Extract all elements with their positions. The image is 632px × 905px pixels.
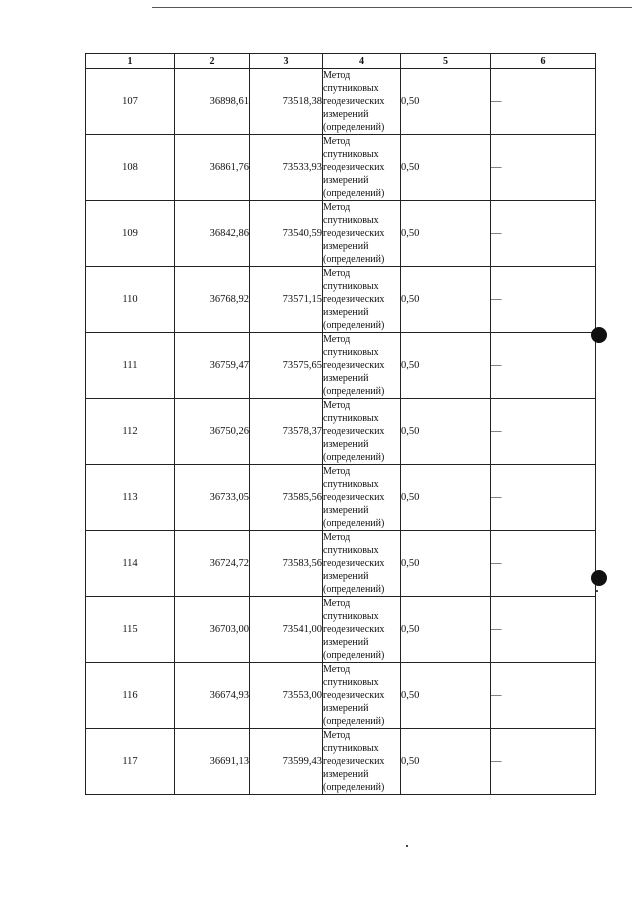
method-cell: Метод спутниковых геодезических измерений (определений) <box>323 663 401 729</box>
accuracy-cell: 0,50 <box>401 267 491 333</box>
accuracy-cell: 0,50 <box>401 399 491 465</box>
x-coordinate-cell: 36759,47 <box>175 333 250 399</box>
table-row <box>86 663 596 729</box>
point-number-cell: 111 <box>86 333 175 399</box>
accuracy-cell: 0,50 <box>401 729 491 795</box>
note-cell: — <box>491 729 596 795</box>
table-row <box>86 201 596 267</box>
point-number-cell: 113 <box>86 465 175 531</box>
method-cell: Метод спутниковых геодезических измерений (определений) <box>323 465 401 531</box>
x-coordinate-cell: 36733,05 <box>175 465 250 531</box>
point-number-cell: 109 <box>86 201 175 267</box>
x-coordinate-cell: 36842,86 <box>175 201 250 267</box>
method-cell: Метод спутниковых геодезических измерений (определений) <box>323 597 401 663</box>
y-coordinate-cell: 73541,00 <box>250 597 323 663</box>
column-header-4: 4 <box>323 54 401 69</box>
method-cell: Метод спутниковых геодезических измерений (определений) <box>323 135 401 201</box>
method-cell: Метод спутниковых геодезических измерений (определений) <box>323 267 401 333</box>
table-row <box>86 135 596 201</box>
coordinates-table <box>85 53 596 795</box>
table-row <box>86 531 596 597</box>
page-top-rule <box>152 7 632 8</box>
table-body <box>86 69 596 795</box>
note-cell: — <box>491 531 596 597</box>
x-coordinate-cell: 36724,72 <box>175 531 250 597</box>
note-cell: — <box>491 135 596 201</box>
note-cell: — <box>491 465 596 531</box>
table-row <box>86 399 596 465</box>
point-number-cell: 115 <box>86 597 175 663</box>
y-coordinate-cell: 73583,56 <box>250 531 323 597</box>
note-cell: — <box>491 201 596 267</box>
x-coordinate-cell: 36750,26 <box>175 399 250 465</box>
table-header-row <box>86 54 596 69</box>
point-number-cell: 110 <box>86 267 175 333</box>
column-header-5: 5 <box>401 54 491 69</box>
point-number-cell: 116 <box>86 663 175 729</box>
scan-speck <box>406 845 408 847</box>
note-cell: — <box>491 597 596 663</box>
note-cell: — <box>491 663 596 729</box>
accuracy-cell: 0,50 <box>401 201 491 267</box>
y-coordinate-cell: 73540,59 <box>250 201 323 267</box>
accuracy-cell: 0,50 <box>401 333 491 399</box>
y-coordinate-cell: 73553,00 <box>250 663 323 729</box>
table-row <box>86 597 596 663</box>
table-row <box>86 465 596 531</box>
x-coordinate-cell: 36898,61 <box>175 69 250 135</box>
method-cell: Метод спутниковых геодезических измерений (определений) <box>323 333 401 399</box>
x-coordinate-cell: 36674,93 <box>175 663 250 729</box>
scan-speck <box>596 590 598 592</box>
accuracy-cell: 0,50 <box>401 663 491 729</box>
note-cell: — <box>491 333 596 399</box>
point-number-cell: 112 <box>86 399 175 465</box>
point-number-cell: 108 <box>86 135 175 201</box>
x-coordinate-cell: 36691,13 <box>175 729 250 795</box>
y-coordinate-cell: 73578,37 <box>250 399 323 465</box>
y-coordinate-cell: 73533,93 <box>250 135 323 201</box>
note-cell: — <box>491 69 596 135</box>
table-row <box>86 333 596 399</box>
table-row <box>86 267 596 333</box>
note-cell: — <box>491 399 596 465</box>
table-row <box>86 69 596 135</box>
method-cell: Метод спутниковых геодезических измерений (определений) <box>323 729 401 795</box>
punch-hole-mark <box>591 570 607 586</box>
method-cell: Метод спутниковых геодезических измерений (определений) <box>323 399 401 465</box>
accuracy-cell: 0,50 <box>401 69 491 135</box>
punch-hole-mark <box>591 327 607 343</box>
point-number-cell: 107 <box>86 69 175 135</box>
accuracy-cell: 0,50 <box>401 531 491 597</box>
point-number-cell: 114 <box>86 531 175 597</box>
x-coordinate-cell: 36768,92 <box>175 267 250 333</box>
accuracy-cell: 0,50 <box>401 135 491 201</box>
y-coordinate-cell: 73571,15 <box>250 267 323 333</box>
y-coordinate-cell: 73585,56 <box>250 465 323 531</box>
y-coordinate-cell: 73599,43 <box>250 729 323 795</box>
column-header-3: 3 <box>250 54 323 69</box>
point-number-cell: 117 <box>86 729 175 795</box>
accuracy-cell: 0,50 <box>401 597 491 663</box>
y-coordinate-cell: 73518,38 <box>250 69 323 135</box>
column-header-6: 6 <box>491 54 596 69</box>
x-coordinate-cell: 36703,00 <box>175 597 250 663</box>
x-coordinate-cell: 36861,76 <box>175 135 250 201</box>
method-cell: Метод спутниковых геодезических измерений (определений) <box>323 201 401 267</box>
y-coordinate-cell: 73575,65 <box>250 333 323 399</box>
column-header-2: 2 <box>175 54 250 69</box>
method-cell: Метод спутниковых геодезических измерений (определений) <box>323 531 401 597</box>
table-row <box>86 729 596 795</box>
method-cell: Метод спутниковых геодезических измерений (определений) <box>323 69 401 135</box>
accuracy-cell: 0,50 <box>401 465 491 531</box>
column-header-1: 1 <box>86 54 175 69</box>
note-cell: — <box>491 267 596 333</box>
